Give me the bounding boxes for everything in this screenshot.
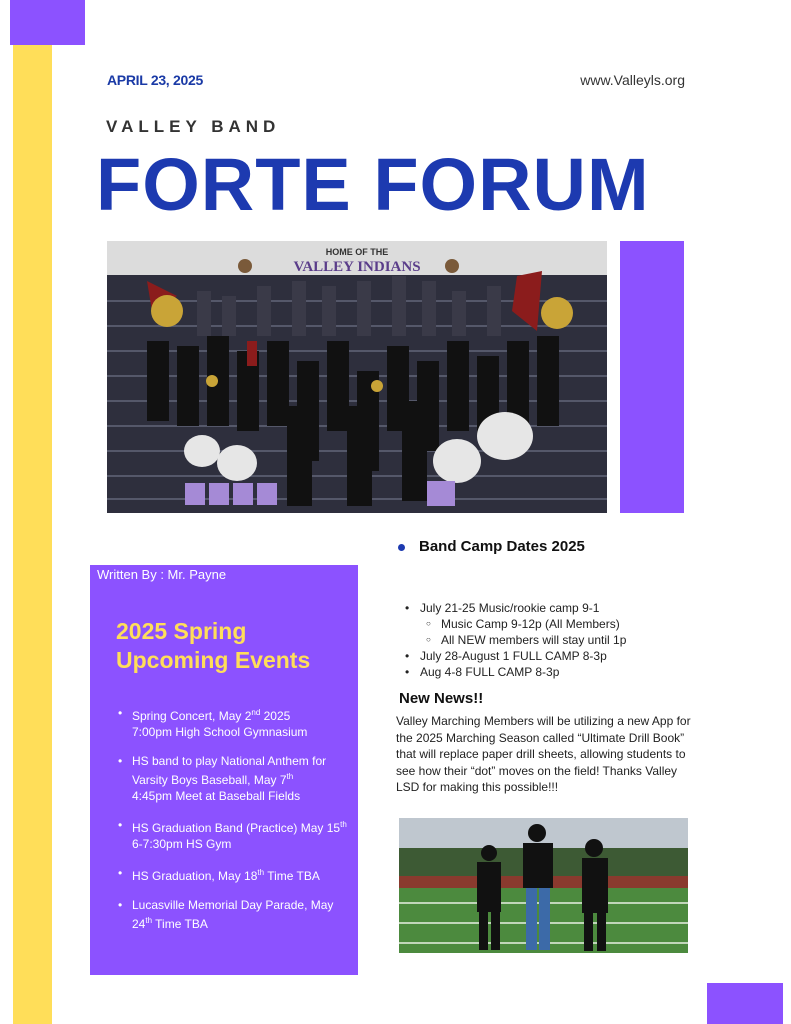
accent-block xyxy=(620,241,684,513)
news-body: Valley Marching Members will be utilizing a new App for the 2025 Marching Season called “Ultimate Drill Book” that will replace paper drill sheets, allowing students to see how their “dot” moves on the field! Thanks Valley LSD for making this possible!!! xyxy=(396,714,691,794)
events-title: 2025 Spring Upcoming Events xyxy=(116,618,311,673)
newsletter-title: FORTE FORUM xyxy=(96,143,650,226)
website-link[interactable]: www.Valleyls.org xyxy=(580,72,685,88)
issue-date: APRIL 23, 2025 xyxy=(107,72,203,88)
corner-accent-top xyxy=(10,0,85,45)
band-camp-title: Band Camp Dates 2025 xyxy=(419,538,585,555)
event-item: • HS Graduation, May 18th Time TBA xyxy=(118,865,353,884)
band-group-photo xyxy=(107,241,607,513)
byline: Written By : Mr. Payne xyxy=(97,567,227,582)
camp-item: • July 28-August 1 FULL CAMP 8-3p xyxy=(405,648,705,664)
field-photo xyxy=(399,818,688,953)
banner-line-2: VALLEY INDIANS xyxy=(293,259,421,275)
camp-item: • July 21-25 Music/rookie camp 9-1 xyxy=(405,600,705,616)
corner-accent-bottom xyxy=(707,983,783,1024)
band-camp-list xyxy=(405,600,705,680)
event-item: • HS band to play National Anthem for Varsity Boys Baseball, May 7th 4:45pm Meet at Baseball Fields xyxy=(118,753,353,804)
events-list xyxy=(118,705,353,945)
camp-subitem: ○ All NEW members will stay until 1p xyxy=(405,632,705,648)
camp-subitem: ○ Music Camp 9-12p (All Members) xyxy=(405,616,705,632)
events-panel xyxy=(90,565,358,975)
event-item: • Spring Concert, May 2nd 2025 7:00pm High School Gymnasium xyxy=(118,705,353,740)
camp-item: • Aug 4-8 FULL CAMP 8-3p xyxy=(405,664,705,680)
left-yellow-bar xyxy=(13,45,52,1024)
event-item: • Lucasville Memorial Day Parade, May 24th Time TBA xyxy=(118,897,353,932)
banner-line-1: HOME OF THE xyxy=(325,247,389,257)
event-item: • HS Graduation Band (Practice) May 15th 6-7:30pm HS Gym xyxy=(118,817,353,852)
news-title: New News!! xyxy=(399,690,484,707)
newsletter-kicker: VALLEY BAND xyxy=(106,117,281,136)
bullet-icon xyxy=(398,544,405,551)
